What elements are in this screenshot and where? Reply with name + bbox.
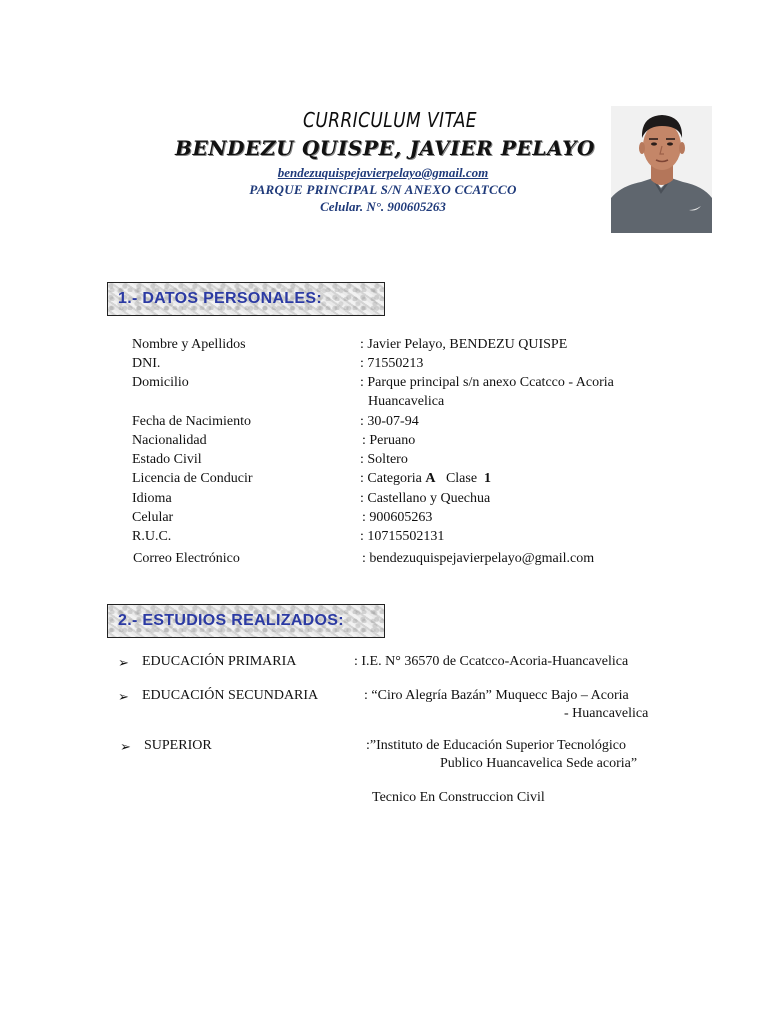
license-prefix: : Categoria [360, 471, 426, 486]
label-civil-status: Estado Civil [132, 452, 202, 467]
profile-photo [611, 106, 712, 233]
section-header-studies [107, 604, 385, 638]
label-address: Domicilio [132, 375, 189, 390]
value-superior-education: :”Instituto de Educación Superior Tecnológico [366, 738, 627, 753]
license-class-label: Clase [445, 471, 478, 486]
section-title: 1.- DATOS PERSONALES: [118, 290, 322, 307]
section-header-personal-data [107, 282, 385, 316]
header-address: PARQUE PRINCIPAL S/N ANEXO CCATCCO [249, 182, 517, 197]
label-superior-education: SUPERIOR [144, 738, 212, 753]
arrow-bullet-icon: ➢ [118, 689, 129, 704]
label-cellphone: Celular [132, 510, 174, 525]
label-birth-date: Fecha de Nacimiento [132, 414, 251, 429]
value-secondary-education: : “Ciro Alegría Bazán” Muquecc Bajo – Acoria [364, 688, 629, 703]
career-title: Tecnico En Construccion Civil [372, 790, 545, 805]
label-drivers-license: Licencia de Conducir [132, 471, 253, 486]
value-address: : Parque principal s/n anexo Ccatcco - Acoria [360, 375, 614, 390]
value-full-name: : Javier Pelayo, BENDEZU QUISPE [360, 337, 568, 352]
label-primary-education: EDUCACIÓN PRIMARIA [142, 654, 297, 669]
label-ruc: R.U.C. [132, 529, 172, 544]
label-full-name: Nombre y Apellidos [132, 337, 246, 352]
value-cellphone: : 900605263 [362, 510, 433, 525]
label-email: Correo Electrónico [133, 551, 240, 566]
value-birth-date: : 30-07-94 [360, 414, 419, 429]
label-secondary-education: EDUCACIÓN SECUNDARIA [142, 688, 319, 703]
value-address-continued: Huancavelica [368, 394, 445, 409]
value-primary-education: : I.E. N° 36570 de Ccatcco-Acoria-Huancavelica [354, 654, 629, 669]
license-class: 1 [484, 471, 492, 486]
person-portrait-icon [611, 106, 712, 233]
header-phone: Celular. N°. 900605263 [320, 199, 446, 214]
value-civil-status: : Soltero [360, 452, 408, 467]
value-superior-education-continued: Publico Huancavelica Sede acoria” [440, 756, 638, 771]
label-language: Idioma [132, 491, 172, 506]
license-category: A [425, 471, 436, 486]
value-email: : bendezuquispejavierpelayo@gmail.com [362, 551, 595, 566]
cv-title: CURRICULUM VITAE [303, 108, 477, 132]
value-secondary-education-continued: - Huancavelica [564, 706, 649, 721]
label-dni: DNI. [132, 356, 161, 371]
candidate-name: BENDEZU QUISPE, JAVIER PELAYO [174, 136, 596, 160]
value-language: : Castellano y Quechua [360, 491, 491, 506]
label-nationality: Nacionalidad [132, 433, 207, 448]
arrow-bullet-icon: ➢ [120, 739, 131, 754]
value-nationality: : Peruano [362, 433, 416, 448]
value-ruc: : 10715502131 [360, 529, 445, 544]
value-dni: : 71550213 [360, 356, 424, 371]
arrow-bullet-icon: ➢ [118, 655, 129, 670]
section-title: 2.- ESTUDIOS REALIZADOS: [118, 612, 344, 629]
value-drivers-license [360, 471, 491, 487]
email-link[interactable]: bendezuquispejavierpelayo@gmail.com [277, 165, 489, 180]
